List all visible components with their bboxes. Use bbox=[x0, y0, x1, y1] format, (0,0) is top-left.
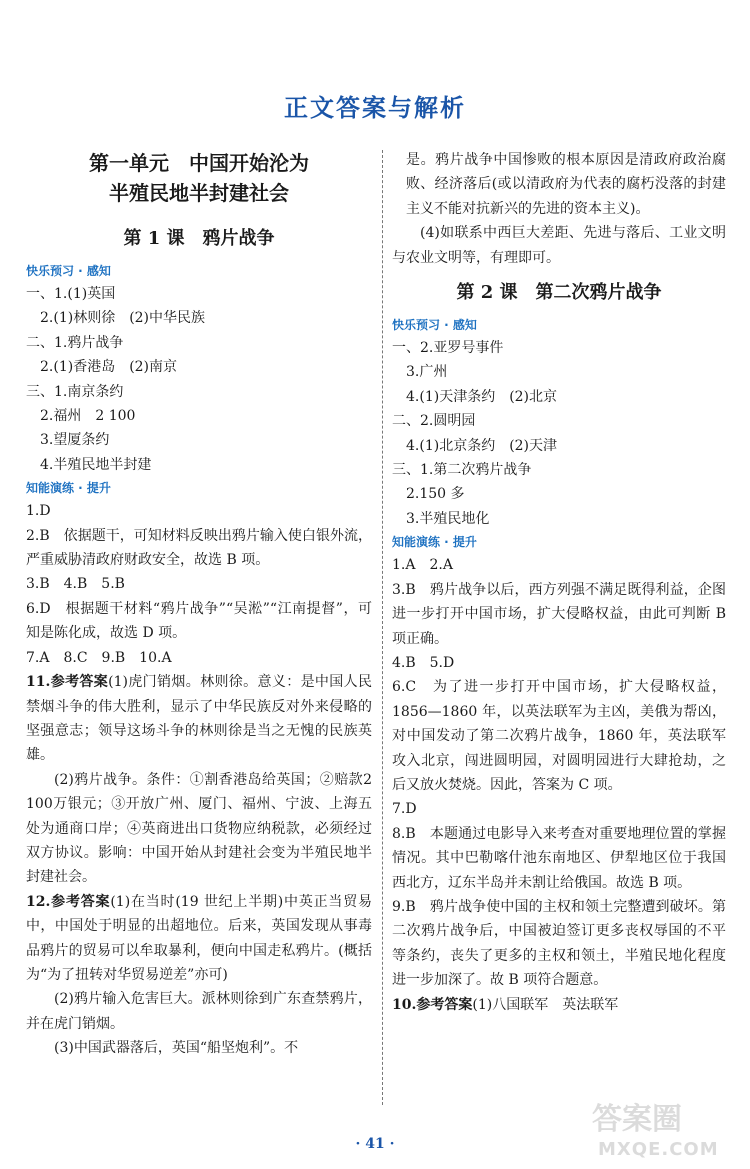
answer-item: 3.B 鸦片战争以后，西方列强不满足既得利益，企图进一步打开中国市场，扩大侵略权益，由此可判断 B 项正确。 bbox=[392, 581, 726, 647]
answer-item: 7.D bbox=[392, 801, 417, 818]
preview-answer: 2.150 多 bbox=[406, 486, 465, 503]
left-column bbox=[26, 148, 372, 1061]
page-number: · 41 · bbox=[355, 1136, 395, 1152]
preview-answer: 一、1.(1)英国 bbox=[26, 286, 116, 302]
page-title: 正文答案与解析 bbox=[284, 93, 466, 122]
answer-item-11 bbox=[26, 670, 372, 768]
answer-item: 2.B 依据题干，可知材料反映出鸦片输入使白银外流，严重威胁清政府财政安全，故选 B 项。 bbox=[26, 527, 372, 569]
answer-item-12 bbox=[26, 890, 372, 988]
preview-answer: 2.(1)林则徐 (2)中华民族 bbox=[40, 310, 206, 327]
preview-answer: 3.广州 bbox=[406, 364, 448, 381]
unit-title-line-1: 第一单元 中国开始沦为 bbox=[89, 151, 309, 175]
section-practice-heading: 知能演练 · 提升 bbox=[26, 481, 111, 496]
answer-text: (1)在当时(19 世纪上半期)中英正当贸易中，中国处于明显的出超地位。后来，英国发现从事毒品鸦片的贸易可以牟取暴利，便向中国走私鸦片。(概括为“为了扭转对华贸易逆差”亦可) bbox=[26, 893, 373, 983]
preview-answer: 4.(1)北京条约 (2)天津 bbox=[406, 437, 558, 454]
watermark-text: 答案圈 bbox=[592, 1102, 682, 1137]
answer-item: 6.C 为了进一步打开中国市场，扩大侵略权益，1856—1860 年，以英法联军为主凶，美俄为帮凶，对中国发动了第二次鸦片战争，1860 年，英法联军攻入北京，闯进圆明园，对圆明园进行大肆抢劫，之后又放火焚烧。因此，答案为 C 项。 bbox=[392, 679, 726, 793]
column-divider bbox=[382, 150, 383, 1105]
answer-item: 1.D bbox=[26, 503, 51, 520]
preview-answer: 2.福州 2 100 bbox=[40, 408, 136, 425]
answer-text: (1)虎门销烟。林则徐。意义：是中国人民禁烟斗争的伟大胜利，显示了中华民族反对外来侵略的坚强意志；领导这场斗争的林则徐是当之无愧的民族英雄。 bbox=[26, 674, 372, 764]
answer-text: (2)鸦片输入危害巨大。派林则徐到广东查禁鸦片，并在虎门销烟。 bbox=[26, 991, 372, 1032]
answer-item: 7.A 8.C 9.B 10.A bbox=[26, 649, 172, 666]
answer-text: (3)中国武器落后，英国“船坚炮利”。不 bbox=[54, 1040, 299, 1057]
reference-answer-label: 参考答案 bbox=[50, 893, 111, 910]
answer-item-10 bbox=[392, 993, 726, 1017]
preview-answer: 二、2.圆明园 bbox=[392, 413, 476, 430]
answer-item: 3.B 4.B 5.B bbox=[26, 576, 125, 593]
answer-number: 11. bbox=[26, 674, 51, 691]
reference-answer-label: 参考答案 bbox=[416, 996, 473, 1013]
answer-text: (1)八国联军 英法联军 bbox=[472, 996, 619, 1013]
watermark-url: MXQE.COM bbox=[598, 1139, 719, 1160]
preview-answer: 2.(1)香港岛 (2)南京 bbox=[40, 359, 178, 376]
preview-answer: 4.(1)天津条约 (2)北京 bbox=[406, 388, 558, 405]
preview-answer: 一、2.亚罗号事件 bbox=[392, 340, 504, 357]
preview-answer: 三、1.南京条约 bbox=[26, 383, 124, 400]
preview-answer: 4.半殖民地半封建 bbox=[40, 456, 152, 473]
answer-text-continued: 是。鸦片战争中国惨败的根本原因是清政府政治腐败、经济落后(或以清政府为代表的腐朽没落的封建主义不能对抗新兴的先进的资本主义)。 bbox=[406, 152, 726, 217]
lesson-1-title: 第 1 课 鸦片战争 bbox=[123, 228, 275, 249]
watermark-logo bbox=[590, 1093, 740, 1163]
section-preview-heading: 快乐预习 · 感知 bbox=[26, 264, 111, 278]
answer-text: (2)鸦片战争。条件：①割香港岛给英国；②赔款2 100万银元；③开放广州、厦门、福州、宁波、上海五处为通商口岸；④英商进出口货物应纳税款，必须经过双方协议。影响：中国开始从封建社会变为半殖民地半封建社会。 bbox=[26, 771, 372, 886]
preview-answer: 3.半殖民地化 bbox=[406, 510, 490, 527]
unit-title-line-2: 半殖民地半封建社会 bbox=[109, 181, 289, 205]
lesson-2-title: 第 2 课 第二次鸦片战争 bbox=[456, 282, 662, 304]
answer-item: 8.B 本题通过电影导入来考查对重要地理位置的掌握情况。其中巴勒喀什池东南地区、伊犁地区位于我国西北方，辽东半岛并未割让给俄国。故选 B 项。 bbox=[392, 825, 726, 891]
preview-answer: 三、1.第二次鸦片战争 bbox=[392, 462, 532, 479]
section-preview-heading: 快乐预习 · 感知 bbox=[392, 318, 477, 333]
answer-item: 9.B 鸦片战争使中国的主权和领土完整遭到破坏。第二次鸦片战争后，中国被迫签订更多丧权辱国的不平等条约，丧失了更多的主权和领土，半殖民地化程度进一步加深了。故 B 项符合题意。 bbox=[392, 898, 726, 989]
unit-title bbox=[26, 148, 372, 208]
section-practice-heading: 知能演练 · 提升 bbox=[392, 535, 477, 550]
answer-number: 10. bbox=[392, 996, 417, 1013]
answer-item: 4.B 5.D bbox=[392, 654, 455, 671]
answer-item: 1.A 2.A bbox=[392, 557, 453, 574]
reference-answer-label: 参考答案 bbox=[50, 674, 109, 691]
answer-number: 12. bbox=[26, 893, 51, 910]
answer-text: (4)如联系中西巨大差距、先进与落后、工业文明与农业文明等，有理即可。 bbox=[392, 225, 726, 266]
right-column bbox=[392, 148, 726, 1017]
answer-item: 6.D 根据题干材料“鸦片战争”“吴淞”“江南提督”，可知是陈化成，故选 D 项。 bbox=[26, 600, 372, 642]
preview-answer: 二、1.鸦片战争 bbox=[26, 334, 124, 351]
preview-answer: 3.望厦条约 bbox=[40, 432, 110, 449]
